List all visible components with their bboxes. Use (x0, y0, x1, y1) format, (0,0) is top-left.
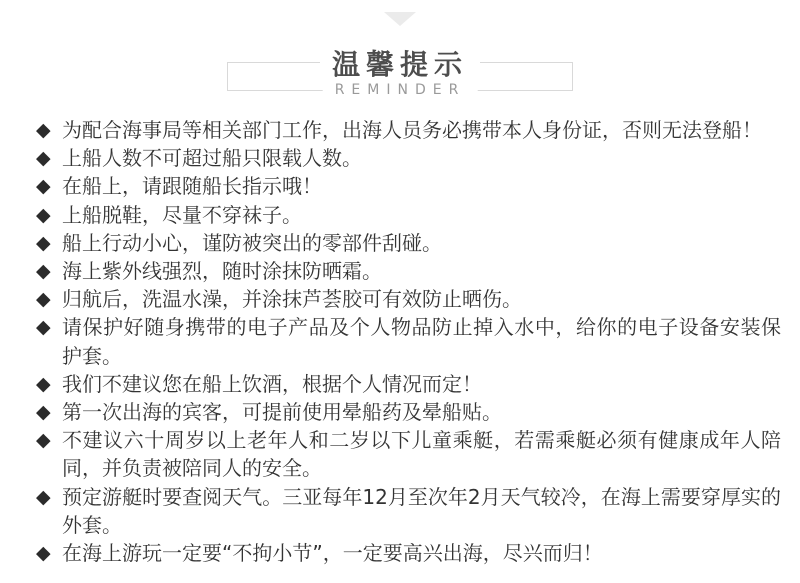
diamond-bullet-icon: ◆ (36, 288, 51, 311)
diamond-bullet-icon: ◆ (36, 485, 51, 508)
reminder-text: 海上紫外线强烈，随时涂抹防晒霜。 (62, 259, 382, 284)
reminder-text: 预定游艇时要查阅天气。三亚每年12月至次年2月天气较冷，在海上需要穿厚实的外套。 (62, 484, 781, 537)
reminder-text: 上船人数不可超过船只限载人数。 (62, 146, 362, 171)
page-subtitle: REMINDER (323, 82, 478, 98)
reminder-item (36, 257, 781, 285)
diamond-bullet-icon: ◆ (36, 260, 51, 283)
reminder-header (227, 48, 573, 98)
reminder-item (36, 313, 781, 369)
diamond-bullet-icon: ◆ (36, 401, 51, 424)
reminder-item (36, 483, 781, 539)
reminder-item (36, 144, 781, 172)
reminder-text: 船上行动小心，谨防被突出的零部件刮碰。 (62, 230, 442, 255)
reminder-item (36, 285, 781, 313)
reminder-item (36, 229, 781, 257)
reminder-item (36, 398, 781, 426)
reminder-text: 第一次出海的宾客，可提前使用晕船药及晕船贴。 (62, 400, 502, 425)
reminder-text: 归航后，洗温水澡，并涂抹芦荟胶可有效防止晒伤。 (62, 287, 522, 312)
diamond-bullet-icon: ◆ (36, 175, 51, 198)
reminder-item (36, 426, 781, 482)
diamond-bullet-icon: ◆ (36, 231, 51, 254)
diamond-bullet-icon: ◆ (36, 542, 51, 565)
reminder-item (36, 201, 781, 229)
triangle-down-icon (384, 12, 416, 26)
reminder-text: 上船脱鞋，尽量不穿袜子。 (62, 202, 302, 227)
diamond-bullet-icon: ◆ (36, 147, 51, 170)
reminder-text: 不建议六十周岁以上老年人和二岁以下儿童乘艇，若需乘艇必须有健康成年人陪同，并负责被陪同人的安全。 (62, 428, 781, 481)
diamond-bullet-icon: ◆ (36, 119, 51, 141)
page-title: 温馨提示 (320, 43, 480, 83)
diamond-bullet-icon: ◆ (36, 316, 51, 339)
reminder-item (36, 539, 781, 567)
reminder-text: 在船上，请跟随船长指示哦！ (62, 174, 322, 199)
reminder-text: 我们不建议您在船上饮酒，根据个人情况而定！ (62, 371, 482, 396)
diamond-bullet-icon: ◆ (36, 203, 51, 226)
reminder-text: 在海上游玩一定要“不拘小节”，一定要高兴出海，尽兴而归！ (62, 541, 603, 566)
diamond-bullet-icon: ◆ (36, 429, 51, 452)
reminder-item (36, 172, 781, 200)
reminder-list (36, 116, 781, 567)
reminder-text: 请保护好随身携带的电子产品及个人物品防止掉入水中，给你的电子设备安装保护套。 (62, 315, 781, 368)
reminder-item (36, 370, 781, 398)
reminder-text: 为配合海事局等相关部门工作，出海人员务必携带本人身份证，否则无法登船！ (62, 118, 762, 142)
reminder-item (36, 116, 781, 144)
diamond-bullet-icon: ◆ (36, 372, 51, 395)
